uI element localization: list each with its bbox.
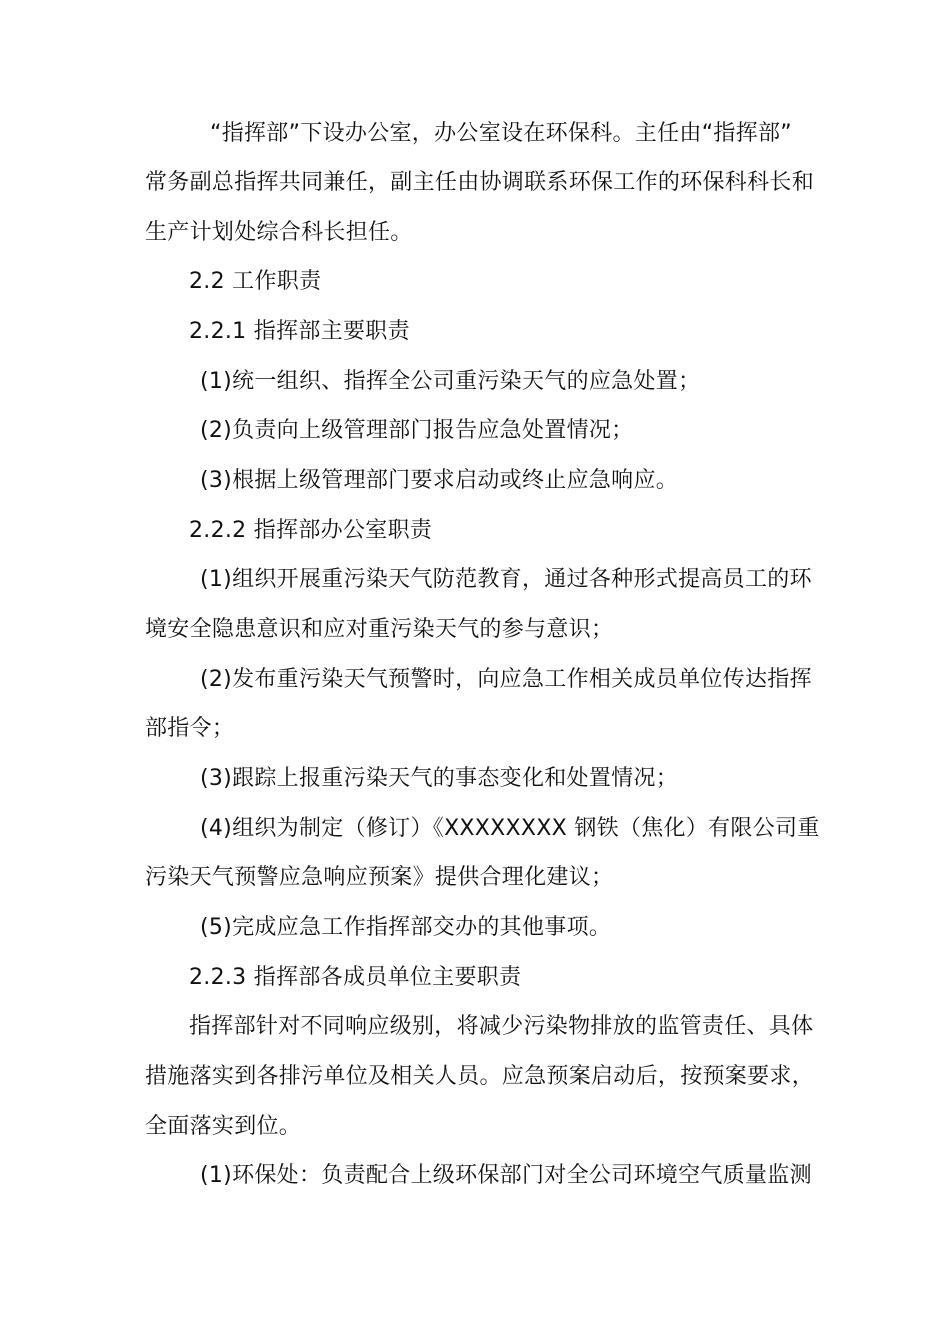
section-heading-2-2-1: 2.2.1 指挥部主要职责 [189, 319, 410, 344]
list-item-1: (1)统一组织、指挥全公司重污染天气的应急处置； [200, 369, 701, 394]
list-item-env-dept: (1)环保处：负责配合上级环保部门对全公司环境空气质量监测 [200, 1163, 812, 1188]
list-item-office-2-cont: 部指令； [145, 716, 235, 741]
list-item-office-1-cont: 境安全隐患意识和应对重污染天气的参与意识； [145, 617, 614, 642]
list-item-3: (3)根据上级管理部门要求启动或终止应急响应。 [200, 468, 679, 493]
list-item-office-2: (2)发布重污染天气预警时，向应急工作相关成员单位传达指挥 [200, 667, 812, 692]
paragraph-line-3: 生产计划处综合科长担任。 [145, 220, 413, 245]
list-item-office-3: (3)跟踪上报重污染天气的事态变化和处置情况； [200, 766, 679, 791]
paragraph-members-line-3: 全面落实到位。 [145, 1114, 302, 1139]
list-item-office-1: (1)组织开展重污染天气防范教育，通过各种形式提高员工的环 [200, 567, 812, 592]
list-item-office-4: (4)组织为制定（修订）《XXXXXXXX 钢铁（焦化）有限公司重 [200, 816, 820, 841]
list-item-office-4-cont: 污染天气预警应急响应预案》提供合理化建议； [145, 865, 614, 890]
section-heading-2-2: 2.2 工作职责 [189, 269, 322, 294]
paragraph-members-line-2: 措施落实到各排污单位及相关人员。应急预案启动后，按预案要求， [145, 1064, 815, 1089]
paragraph-line-1: “指挥部”下设办公室，办公室设在环保科。主任由“指挥部” [210, 121, 792, 146]
list-item-office-5: (5)完成应急工作指挥部交办的其他事项。 [200, 915, 612, 940]
list-item-2: (2)负责向上级管理部门报告应急处置情况； [200, 418, 634, 443]
section-heading-2-2-3: 2.2.3 指挥部各成员单位主要职责 [189, 965, 522, 990]
paragraph-line-2: 常务副总指挥共同兼任，副主任由协调联系环保工作的环保科科长和 [145, 170, 815, 195]
paragraph-members-line-1: 指挥部针对不同响应级别，将减少污染物排放的监管责任、具体 [189, 1014, 814, 1039]
section-heading-2-2-2: 2.2.2 指挥部办公室职责 [189, 518, 433, 543]
